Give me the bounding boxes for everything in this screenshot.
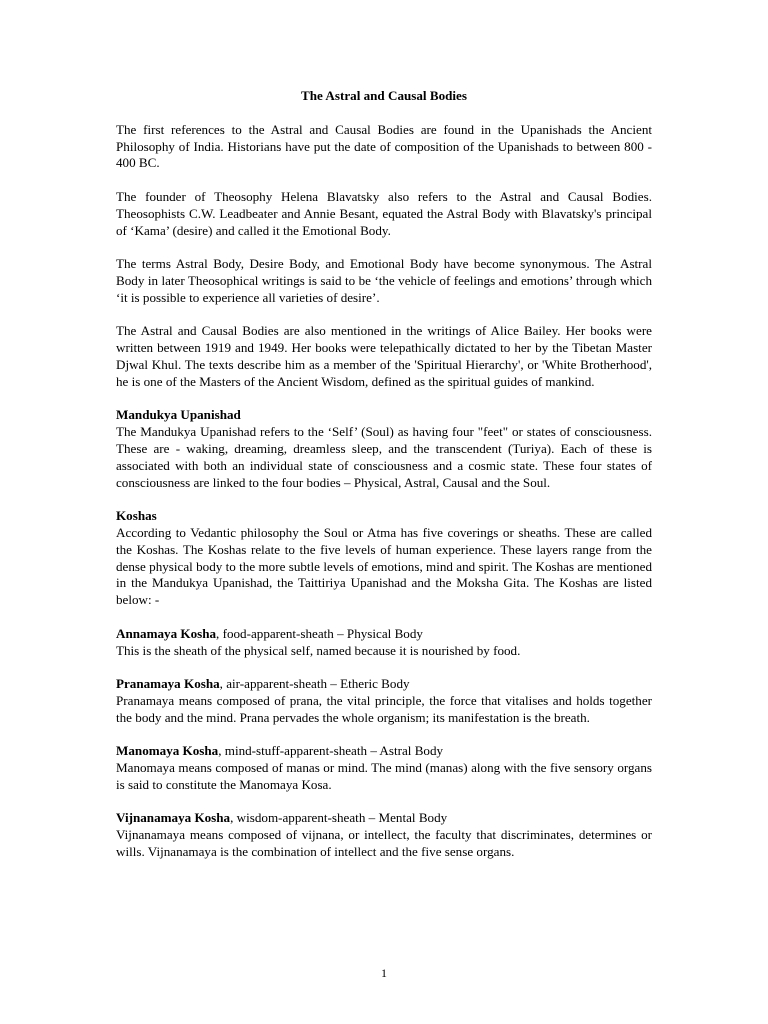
kosha-description: Pranamaya means composed of prana, the vital principle, the force that vitalises and holds together the body and the mind. Prana pervades the whole organism; its manifestation is the breath. — [116, 692, 652, 725]
koshas-section — [116, 508, 652, 609]
mandukya-heading: Mandukya Upanishad — [116, 407, 241, 423]
koshas-paragraph: According to Vedantic philosophy the Soul or Atma has five coverings or sheaths. These are called the Koshas. The Koshas relate to the five levels of human experience. These layers range from the dense physical body to the more subtle levels of emotions, mind and spirit. The Koshas are mentioned in the Mandukya Upanishad, the Taittiriya Upanishad and the Moksha Gita. The Koshas are listed below: - — [116, 524, 652, 608]
kosha-description: Vijnanamaya means composed of vijnana, or intellect, the faculty that discriminates, determines or wills. Vijnanamaya is the combination of intellect and the five sense organs. — [116, 827, 652, 860]
kosha-name: Vijnanamaya Kosha — [116, 810, 231, 826]
document-title: The Astral and Causal Bodies — [301, 88, 467, 103]
kosha-heading — [116, 810, 652, 827]
mandukya-paragraph: The Mandukya Upanishad refers to the ‘Self’ (Soul) as having four "feet" or states of consciousness. These are - waking, dreaming, dreamless sleep, and the transcendent (Turiya). Each of these is associated with both an individual state of consciousness and a cosmic state. These four states of consciousness are linked to the four bodies – Physical, Astral, Causal and the Soul. — [116, 424, 652, 490]
kosha-manomaya — [116, 743, 652, 793]
kosha-heading — [116, 743, 652, 760]
intro-paragraph-4: The Astral and Causal Bodies are also mentioned in the writings of Alice Bailey. Her books were written between 1919 and 1949. Her books were telepathically dictated to her by the Tibetan Master Djwal Khul. The texts describe him as a member of the 'Spiritual Hierarchy', or 'White Brotherhood', he is one of the Masters of the Ancient Wisdom, defined as the spiritual guides of mankind. — [116, 323, 652, 389]
kosha-annamaya — [116, 626, 652, 660]
kosha-subtitle: , food-apparent-sheath – Physical Body — [216, 625, 423, 641]
kosha-subtitle: , wisdom-apparent-sheath – Mental Body — [230, 810, 448, 826]
kosha-description: This is the sheath of the physical self, named because it is nourished by food. — [116, 642, 521, 658]
page-number: 1 — [381, 966, 387, 980]
kosha-subtitle: , air-apparent-sheath – Etheric Body — [219, 676, 410, 692]
koshas-heading: Koshas — [116, 508, 157, 524]
document-page — [116, 88, 652, 878]
intro-paragraph-3: The terms Astral Body, Desire Body, and Emotional Body have become synonymous. The Astral Body in later Theosophical writings is said to be ‘the vehicle of feelings and emotions’ through which ‘it is possible to experience all varieties of desire’. — [116, 256, 652, 305]
intro-paragraph-2: The founder of Theosophy Helena Blavatsky also refers to the Astral and Causal Bodies. Theosophists C.W. Leadbeater and Annie Besant, equated the Astral Body with Blavatsky's principal of ‘Kama’ (desire) and called it the Emotional Body. — [116, 188, 652, 238]
kosha-heading — [116, 676, 652, 693]
kosha-heading — [116, 626, 652, 643]
kosha-vijnanamaya — [116, 810, 652, 860]
mandukya-section — [116, 407, 652, 491]
kosha-name: Pranamaya Kosha — [116, 676, 220, 692]
kosha-name: Manomaya Kosha — [116, 743, 219, 759]
kosha-name: Annamaya Kosha — [116, 625, 217, 641]
kosha-pranamaya — [116, 676, 652, 726]
kosha-description: Manomaya means composed of manas or mind. The mind (manas) along with the five sensory organs is said to constitute the Manomaya Kosa. — [116, 760, 652, 792]
kosha-subtitle: , mind-stuff-apparent-sheath – Astral Body — [218, 743, 444, 759]
intro-paragraph-1: The first references to the Astral and Causal Bodies are found in the Upanishads the Ancient Philosophy of India. Historians have put the date of composition of the Upanishads to between 800 - 400 BC. — [116, 121, 652, 171]
